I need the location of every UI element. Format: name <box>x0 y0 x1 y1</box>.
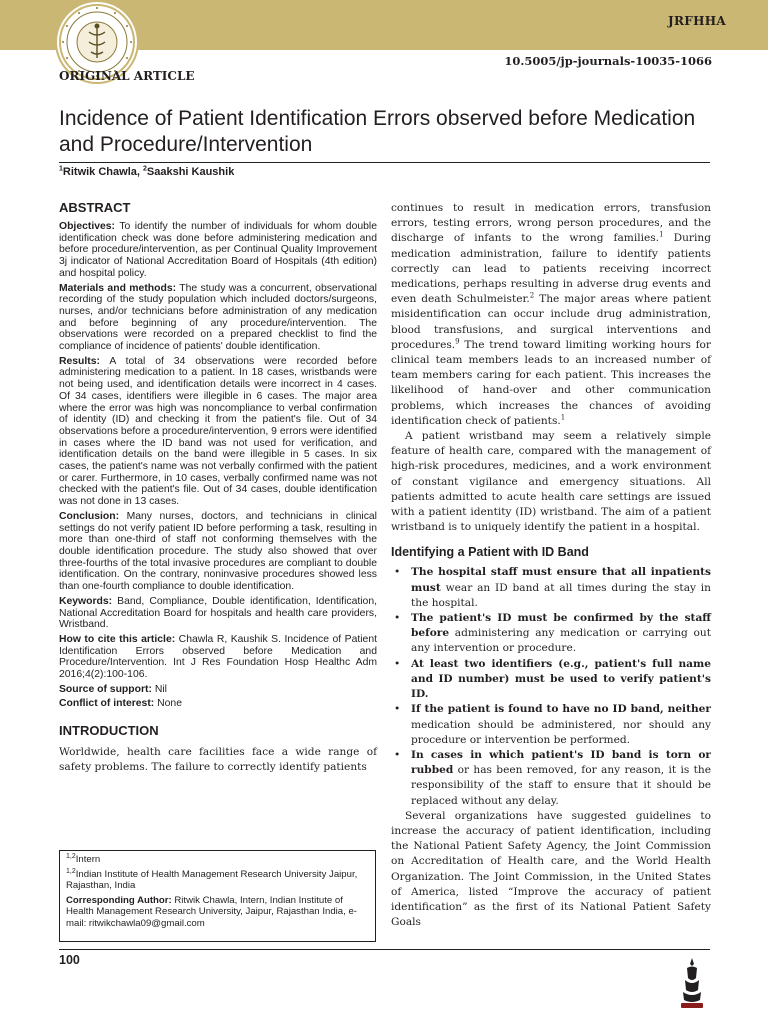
abstract-methods <box>59 283 377 353</box>
abstract-conclusion <box>59 511 377 593</box>
page-number: 100 <box>59 953 80 967</box>
conflict-label: Conflict of interest: <box>59 698 155 710</box>
affiliation-1-sup: 1,2 <box>66 852 76 860</box>
p1-part-c: The major areas where patient misidentification can occur include drug administration, blood transfusions, and surgical interventions and procedures. <box>391 293 711 351</box>
id-band-bullet-list <box>391 565 711 808</box>
methods-text: The study was a concurrent, observational recording of the study population which included doctors/surgeons, nurses, and/or technicians before administration of any medication and before beginning of any procedure/intervention. The observations were recorded on a prepared checklist to find the compliance of incidence of patients' double identification. <box>59 282 377 353</box>
abstract-results <box>59 356 377 508</box>
corresponding-author-label: Corresponding Author: <box>66 894 172 906</box>
doi[interactable]: 10.5005/jp-journals-10035-1066 <box>504 54 712 68</box>
affiliation-box <box>59 850 376 942</box>
author-list <box>59 166 234 178</box>
list-item <box>391 657 711 703</box>
support-label: Source of support: <box>59 683 152 695</box>
affiliation-1-text: Intern <box>75 854 101 865</box>
conflict-text: None <box>154 698 182 710</box>
article-title: Incidence of Patient Identification Errors observed before Medication and Procedure/Intervention <box>59 107 696 156</box>
conclusion-text: Many nurses, doctors, and technicians in clinical settings do not verify patient ID before performing a task, resulting in more than one-third of staff not conforming themselves with the double identification procedure. The study also showed that over three-fourths of the total invasive procedures are compliant to double identification. On the contrary, noninvasive procedures showed less than one-fourth compliance to double identification. <box>59 510 377 593</box>
bullet-lead: The patient's ID must be confirmed by the staff before <box>411 612 711 640</box>
footer-divider <box>59 949 710 950</box>
abstract-conflict <box>59 698 377 710</box>
cite-text: Chawla R, Kaushik S. Incidence of Patient Identification Errors observed before Medication and Procedure/Intervention. Int J Res Foundation Hosp Healthc Adm 2016;4(2):100-106. <box>59 633 377 681</box>
reference-marker[interactable]: 9 <box>455 337 460 346</box>
bullet-lead: At least two identifiers (e.g., patient's full name and ID number) must be used to verify patient's ID. <box>411 657 711 701</box>
list-item <box>391 565 711 611</box>
left-column <box>59 200 377 776</box>
article-type: ORIGINAL ARTICLE <box>59 69 195 83</box>
support-text: Nil <box>151 683 167 695</box>
author-2: Saakshi Kaushik <box>146 166 235 178</box>
author-1: Ritwik Chawla, <box>62 166 143 178</box>
affiliation-1 <box>66 854 369 866</box>
bullet-rest: wear an ID band at all times during the stay in the hospital. <box>411 581 711 609</box>
objectives-label: Objectives: <box>59 221 116 232</box>
corresponding-author <box>66 895 369 930</box>
corresponding-author-text: Ritwik Chawla, Intern, Indian Institute of Health Management Research University, Jaipur, Rajasthan India, e-mail: ritwikchawla09@gmail.com <box>66 894 357 929</box>
publisher-logo-icon <box>679 956 705 1010</box>
keywords-text: Band, Compliance, Double identification, Identification, National Accreditation Board for hospitals and health care providers, Wristband. <box>59 595 377 631</box>
results-text: A total of 34 observations were recorded before administering medication to a patient. In 18 cases, wristbands were not being used, and identification details were incorrect in 4 cases. Of 34 cases, identifiers were illegible in 6 cases. The major area where the error was high was noncompliance to verbal confirmation of identity (ID) and checking it from the patient's file. Out of 34 observations before a procedure/intervention, 9 errors were identified in cases where the ID band was not used for verification, and identification details on the band were illegible in 5 cases. In six cases, the patient's name was not verbally confirmed with the patient or carer. Furthermore, in 10 cases, verbally confirmed name was not checked with the patient's file. Out of 34 cases, double identification was not done in 13 cases. <box>59 355 377 508</box>
p1-part-a: continues to result in medication errors, transfusion errors, testing errors, wrong person procedures, and the discharge of infants to the wrong families. <box>391 202 711 245</box>
abstract-support <box>59 684 377 696</box>
right-column <box>391 201 711 930</box>
introduction-paragraph: Worldwide, health care facilities face a wide range of safety problems. The failure to correctly identify patients <box>59 746 377 774</box>
methods-label: Materials and methods: <box>59 282 177 294</box>
body-paragraph-3: Several organizations have suggested guidelines to increase the accuracy of patient identification, including the National Patient Safety Agency, the Joint Commission on Accreditation of Health care, and the World Health Organization. The Joint Commission, in the United States of America, listed “Improve the accuracy of patient identification” as the first of its National Patient Safety Goals <box>391 809 711 929</box>
affiliation-2 <box>66 869 369 892</box>
p1-part-b: During medication administration, failure to identify patients correctly can lead to patients receiving incorrect medications, perhaps resulting in adverse drug events and even death Schulmeister. <box>391 232 711 306</box>
bullet-lead: The hospital staff must ensure that all inpatients must <box>411 566 711 594</box>
journal-abbreviation: JRFHHA <box>668 14 726 28</box>
list-item <box>391 748 711 809</box>
bullet-lead: In cases in which patient's ID band is torn or rubbed <box>411 748 711 777</box>
author-1-affil: 1 <box>59 165 63 173</box>
abstract-heading: ABSTRACT <box>59 200 131 215</box>
author-2-affil: 2 <box>142 165 147 173</box>
results-label: Results: <box>59 355 100 367</box>
affiliation-2-text: Indian Institute of Health Management Research University Jaipur, Rajasthan, India <box>66 868 358 892</box>
reference-marker[interactable]: 1 <box>560 413 566 422</box>
p1-part-d: The trend toward limiting working hours for clinical team members leads to an increased number of team members caring for each patient. This increases the likelihood of hand-over and other communication problems, which increases the chances of avoiding identification check of patients. <box>391 338 711 427</box>
body-paragraph-1 <box>391 201 711 429</box>
bullet-lead: If the patient is found to have no ID band, neither <box>411 703 711 716</box>
reference-marker[interactable]: 2 <box>529 291 535 300</box>
title-divider <box>59 162 710 163</box>
conclusion-label: Conclusion: <box>59 510 120 522</box>
list-item <box>391 702 711 748</box>
list-item <box>391 611 711 657</box>
objectives-text: To identify the number of individuals for whom double identification check was done before administering medication and before procedure/intervention, as per Continual Quality Improvement 3j indicator of National Accreditation Board of Hospitals (4th edition) and hospital policy. <box>59 221 377 279</box>
keywords-label: Keywords: <box>59 595 113 607</box>
abstract-objectives <box>59 221 377 280</box>
abstract-keywords <box>59 596 377 631</box>
id-band-subheading: Identifying a Patient with ID Band <box>391 545 589 560</box>
affiliation-2-sup: 1,2 <box>66 867 76 875</box>
introduction-heading: INTRODUCTION <box>59 723 159 739</box>
bullet-rest: medication should be administered, nor should any procedure or intervention be performed. <box>411 718 711 746</box>
reference-marker[interactable]: 1 <box>659 230 664 239</box>
body-paragraph-2: A patient wristband may seem a relatively simple feature of health care, compared with the management of high-risk procedures, medicines, and a work environment of constant vigilance and emergency situations. All patients admitted to acute health care settings are issued with a patient identity (ID) wristband. The aim of a patient wristband is to uniquely identify the patient in a hospital. <box>391 430 711 534</box>
bullet-rest: administering any medication or carrying out any intervention or procedure. <box>411 627 711 655</box>
abstract-citation <box>59 634 377 681</box>
bullet-rest: or has been removed, for any reason, it is the responsibility of the staff to ensure that it should be replaced without any delay. <box>411 764 711 807</box>
cite-label: How to cite this article: <box>59 633 176 645</box>
